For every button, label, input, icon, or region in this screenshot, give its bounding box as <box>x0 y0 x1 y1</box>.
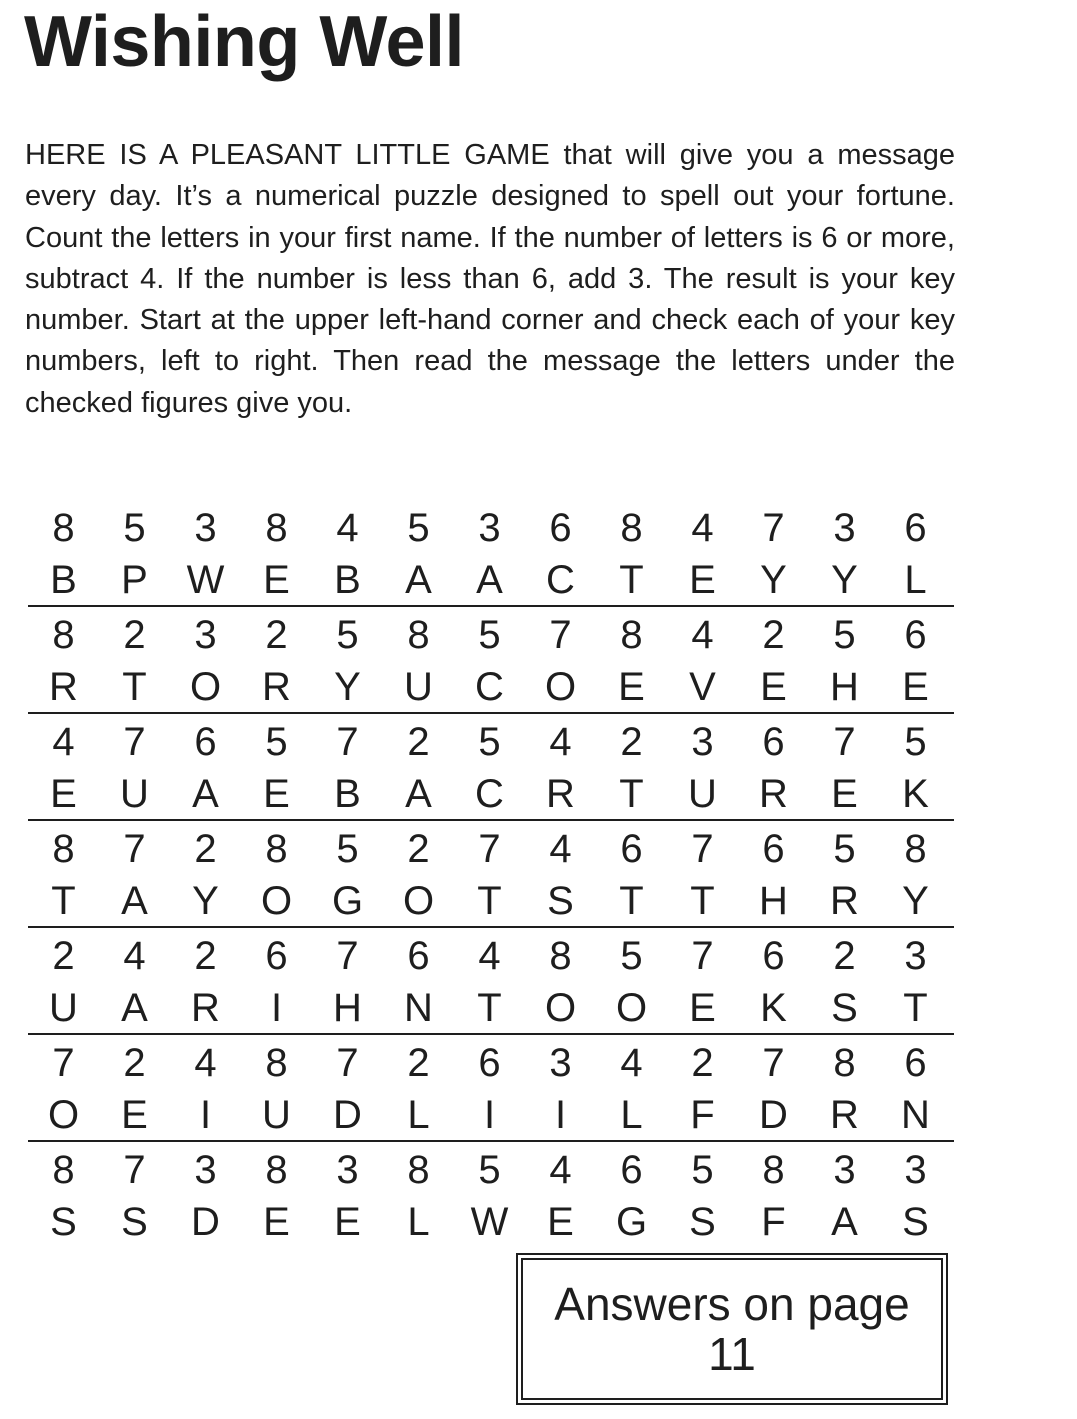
number-cell: 4 <box>691 506 714 550</box>
number-cell: 6 <box>549 506 572 550</box>
letter-cell: A <box>192 772 219 816</box>
number-cell: 2 <box>52 934 75 978</box>
puzzle-row-block <box>28 500 954 607</box>
instructions-text: HERE IS A PLEASANT LITTLE GAME that will give you a message every day. It’s a numerical puzzle designed to spell out your fortune. Count the letters in your first name. If the number of letters is 6 or more, subtract 4. If the number is less than 6, add 3. The result is your key number. Start at the upper left-hand corner and check each of your key numbers, left to right. Then read the message the letters under the checked figures give you. <box>25 139 955 419</box>
number-cell: 7 <box>123 1148 146 1192</box>
letter-cell: S <box>547 879 574 923</box>
letter-cell: A <box>405 558 432 602</box>
number-cell: 4 <box>336 506 359 550</box>
number-cell: 3 <box>904 1148 927 1192</box>
number-cell: 7 <box>762 1041 785 1085</box>
letter-cell: S <box>689 1200 716 1244</box>
letter-cell: H <box>333 986 362 1030</box>
number-cell: 2 <box>123 1041 146 1085</box>
answers-box-inner <box>521 1258 943 1400</box>
number-cell: 6 <box>407 934 430 978</box>
letter-cell: O <box>189 665 222 709</box>
number-cell: 4 <box>123 934 146 978</box>
letter-cell: N <box>901 1093 930 1137</box>
letter-cell: C <box>475 772 504 816</box>
number-row <box>28 607 954 661</box>
number-cell: 2 <box>265 613 288 657</box>
letter-cell: L <box>407 1200 430 1244</box>
letter-cell: F <box>761 1200 786 1244</box>
letter-cell: U <box>262 1093 291 1137</box>
letter-cell: C <box>546 558 575 602</box>
letter-cell: T <box>122 665 147 709</box>
puzzle-row-block <box>28 821 954 928</box>
letter-cell: T <box>51 879 76 923</box>
number-cell: 8 <box>265 506 288 550</box>
letter-cell: S <box>50 1200 77 1244</box>
answers-label: Answers on page <box>554 1278 910 1330</box>
number-row <box>28 1142 954 1196</box>
letter-cell: N <box>404 986 433 1030</box>
number-cell: 3 <box>478 506 501 550</box>
letter-cell: R <box>191 986 220 1030</box>
letter-cell: Y <box>760 558 787 602</box>
number-cell: 5 <box>123 506 146 550</box>
letter-cell: D <box>191 1200 220 1244</box>
number-cell: 6 <box>904 613 927 657</box>
number-cell: 5 <box>478 720 501 764</box>
letter-cell: T <box>619 772 644 816</box>
letter-cell: E <box>334 1200 361 1244</box>
letter-cell: U <box>688 772 717 816</box>
letter-cell: A <box>121 986 148 1030</box>
letter-cell: A <box>121 879 148 923</box>
number-cell: 8 <box>762 1148 785 1192</box>
letter-cell: E <box>263 772 290 816</box>
letter-cell: O <box>544 665 577 709</box>
number-cell: 8 <box>407 613 430 657</box>
number-cell: 7 <box>691 934 714 978</box>
number-cell: 2 <box>194 934 217 978</box>
number-cell: 5 <box>265 720 288 764</box>
number-cell: 8 <box>549 934 572 978</box>
number-cell: 2 <box>620 720 643 764</box>
letter-cell: O <box>544 986 577 1030</box>
letter-cell: Y <box>831 558 858 602</box>
number-cell: 8 <box>52 506 75 550</box>
number-cell: 7 <box>52 1041 75 1085</box>
number-cell: 6 <box>620 1148 643 1192</box>
number-cell: 7 <box>123 720 146 764</box>
letter-cell: U <box>404 665 433 709</box>
letter-cell: E <box>689 986 716 1030</box>
number-cell: 8 <box>620 506 643 550</box>
letter-cell: A <box>476 558 503 602</box>
letter-cell: K <box>760 986 787 1030</box>
number-cell: 7 <box>762 506 785 550</box>
puzzle-row-block <box>28 1142 954 1249</box>
letter-cell: K <box>902 772 929 816</box>
letter-cell: E <box>689 558 716 602</box>
letter-cell: T <box>903 986 928 1030</box>
number-cell: 8 <box>265 827 288 871</box>
number-cell: 5 <box>691 1148 714 1192</box>
puzzle-row-block <box>28 607 954 714</box>
letter-cell: Y <box>192 879 219 923</box>
puzzle-row-block <box>28 1035 954 1142</box>
number-cell: 2 <box>691 1041 714 1085</box>
letter-cell: L <box>620 1093 643 1137</box>
letter-cell: E <box>831 772 858 816</box>
number-cell: 6 <box>762 827 785 871</box>
number-cell: 6 <box>904 1041 927 1085</box>
letter-cell: B <box>334 772 361 816</box>
letter-cell: I <box>483 1093 496 1137</box>
number-cell: 4 <box>194 1041 217 1085</box>
number-cell: 2 <box>407 1041 430 1085</box>
number-cell: 7 <box>336 934 359 978</box>
number-cell: 5 <box>833 827 856 871</box>
number-cell: 4 <box>691 613 714 657</box>
number-row <box>28 928 954 982</box>
letter-cell: I <box>554 1093 567 1137</box>
letter-cell: T <box>619 879 644 923</box>
letter-cell: U <box>49 986 78 1030</box>
number-cell: 2 <box>762 613 785 657</box>
letter-row <box>28 661 954 713</box>
letter-cell: R <box>830 1093 859 1137</box>
letter-cell: H <box>830 665 859 709</box>
letter-cell: E <box>547 1200 574 1244</box>
number-cell: 5 <box>336 827 359 871</box>
letter-cell: I <box>199 1093 212 1137</box>
letter-cell: T <box>477 879 502 923</box>
number-cell: 2 <box>407 827 430 871</box>
number-row <box>28 500 954 554</box>
number-cell: 8 <box>52 613 75 657</box>
number-cell: 3 <box>194 1148 217 1192</box>
number-cell: 7 <box>691 827 714 871</box>
number-cell: 2 <box>407 720 430 764</box>
letter-cell: S <box>902 1200 929 1244</box>
puzzle-row-block <box>28 714 954 821</box>
letter-cell: E <box>263 1200 290 1244</box>
number-cell: 7 <box>478 827 501 871</box>
letter-cell: E <box>121 1093 148 1137</box>
number-cell: 4 <box>52 720 75 764</box>
letter-cell: L <box>407 1093 430 1137</box>
letter-cell: B <box>334 558 361 602</box>
number-cell: 5 <box>336 613 359 657</box>
number-cell: 7 <box>833 720 856 764</box>
number-cell: 2 <box>194 827 217 871</box>
letter-cell: B <box>50 558 77 602</box>
number-cell: 5 <box>904 720 927 764</box>
letter-cell: Y <box>334 665 361 709</box>
number-cell: 6 <box>762 720 785 764</box>
letter-cell: D <box>333 1093 362 1137</box>
letter-cell: T <box>477 986 502 1030</box>
letter-cell: U <box>120 772 149 816</box>
number-cell: 5 <box>833 613 856 657</box>
number-cell: 4 <box>549 827 572 871</box>
number-cell: 8 <box>620 613 643 657</box>
number-row <box>28 1035 954 1089</box>
number-cell: 6 <box>265 934 288 978</box>
letter-cell: E <box>902 665 929 709</box>
letter-cell: S <box>831 986 858 1030</box>
letter-cell: A <box>831 1200 858 1244</box>
letter-cell: G <box>615 1200 648 1244</box>
number-cell: 7 <box>336 1041 359 1085</box>
number-cell: 3 <box>194 613 217 657</box>
number-cell: 6 <box>194 720 217 764</box>
letter-cell: W <box>470 1200 509 1244</box>
letter-cell: O <box>402 879 435 923</box>
number-cell: 6 <box>904 506 927 550</box>
letter-cell: W <box>186 558 225 602</box>
letter-cell: Y <box>902 879 929 923</box>
number-cell: 8 <box>904 827 927 871</box>
number-cell: 6 <box>762 934 785 978</box>
letter-cell: I <box>270 986 283 1030</box>
number-cell: 5 <box>407 506 430 550</box>
letter-cell: R <box>759 772 788 816</box>
number-cell: 2 <box>833 934 856 978</box>
number-cell: 5 <box>620 934 643 978</box>
number-cell: 7 <box>336 720 359 764</box>
letter-row <box>28 875 954 927</box>
letter-row <box>28 768 954 820</box>
letter-cell: D <box>759 1093 788 1137</box>
number-cell: 5 <box>478 613 501 657</box>
number-cell: 6 <box>478 1041 501 1085</box>
number-cell: 7 <box>123 827 146 871</box>
letter-cell: R <box>830 879 859 923</box>
number-cell: 4 <box>549 720 572 764</box>
letter-cell: S <box>121 1200 148 1244</box>
number-cell: 3 <box>336 1148 359 1192</box>
letter-cell: H <box>759 879 788 923</box>
number-row <box>28 821 954 875</box>
number-cell: 3 <box>194 506 217 550</box>
page-title: Wishing Well <box>24 2 465 82</box>
letter-cell: O <box>260 879 293 923</box>
number-cell: 8 <box>407 1148 430 1192</box>
answers-page-number: 11 <box>708 1328 756 1380</box>
letter-cell: R <box>546 772 575 816</box>
puzzle-grid <box>28 500 954 1249</box>
letter-cell: T <box>690 879 715 923</box>
number-cell: 8 <box>265 1041 288 1085</box>
letter-cell: E <box>618 665 645 709</box>
letter-cell: O <box>615 986 648 1030</box>
letter-row <box>28 1196 954 1248</box>
number-cell: 8 <box>52 1148 75 1192</box>
number-cell: 8 <box>52 827 75 871</box>
answers-box <box>516 1253 948 1405</box>
number-row <box>28 714 954 768</box>
number-cell: 8 <box>833 1041 856 1085</box>
letter-cell: V <box>689 665 716 709</box>
letter-row <box>28 1089 954 1141</box>
letter-cell: G <box>331 879 364 923</box>
number-cell: 3 <box>833 506 856 550</box>
number-cell: 3 <box>904 934 927 978</box>
number-cell: 5 <box>478 1148 501 1192</box>
number-cell: 2 <box>123 613 146 657</box>
number-cell: 4 <box>478 934 501 978</box>
letter-cell: R <box>49 665 78 709</box>
number-cell: 3 <box>549 1041 572 1085</box>
number-cell: 4 <box>549 1148 572 1192</box>
letter-cell: F <box>690 1093 715 1137</box>
number-cell: 3 <box>833 1148 856 1192</box>
number-cell: 4 <box>620 1041 643 1085</box>
letter-row <box>28 982 954 1034</box>
number-cell: 8 <box>265 1148 288 1192</box>
letter-row <box>28 554 954 606</box>
number-cell: 3 <box>691 720 714 764</box>
letter-cell: E <box>760 665 787 709</box>
letter-cell: L <box>904 558 927 602</box>
letter-cell: E <box>50 772 77 816</box>
letter-cell: O <box>47 1093 80 1137</box>
number-cell: 7 <box>549 613 572 657</box>
letter-cell: R <box>262 665 291 709</box>
letter-cell: T <box>619 558 644 602</box>
letter-cell: C <box>475 665 504 709</box>
letter-cell: E <box>263 558 290 602</box>
letter-cell: P <box>121 558 148 602</box>
letter-cell: A <box>405 772 432 816</box>
number-cell: 6 <box>620 827 643 871</box>
puzzle-row-block <box>28 928 954 1035</box>
